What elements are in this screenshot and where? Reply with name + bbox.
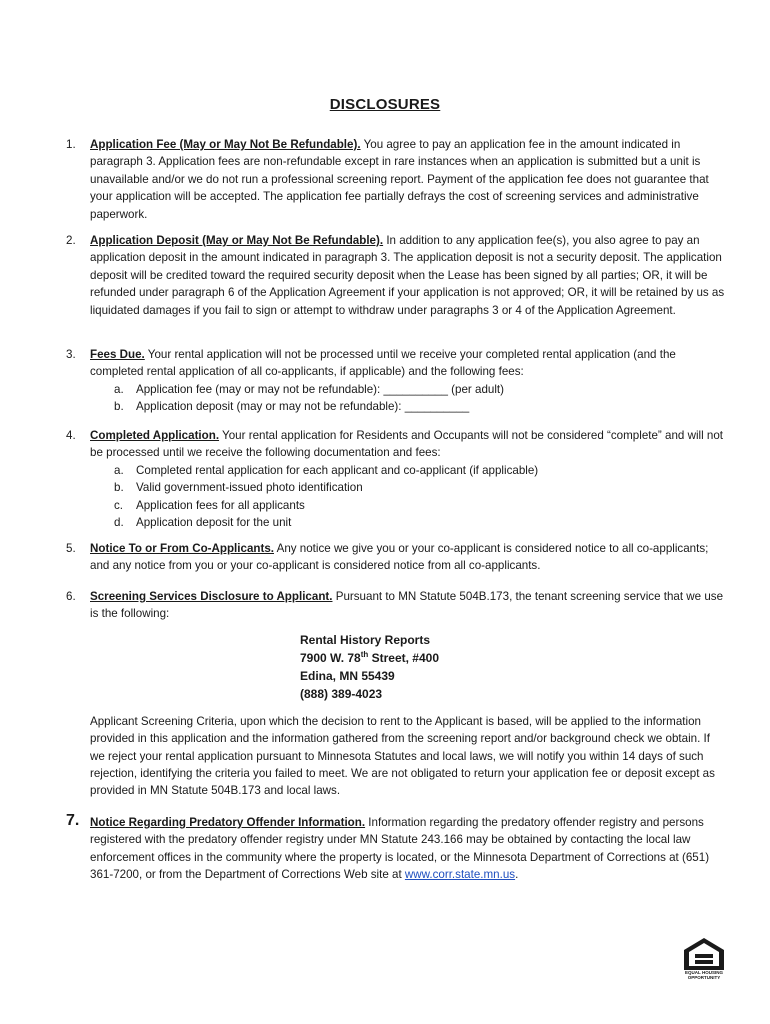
sub-item-text: Completed rental application for each applicant and co-applicant (if applicable) [136, 463, 539, 477]
equal-housing-logo-text [676, 970, 732, 980]
item-number: 6. [66, 590, 76, 603]
sub-list-item [114, 514, 726, 531]
item-text: Pursuant to MN Statute 504B.173, the tenant screening service that we use is the following: [90, 590, 724, 621]
item-text: Any notice we give you or your co-applicant is considered notice to all co-applicants; and any notice from you or your co-applicant is considered notice from all co-applicants. [90, 542, 709, 573]
sub-item-text: Application fee (may or may not be refundable): __________ (per adult) [136, 382, 505, 396]
sub-item-text: Application deposit (may or may not be refundable): __________ [136, 400, 470, 414]
item-number: 3. [66, 348, 76, 361]
item-tail: . [515, 868, 519, 882]
item-text: Your rental application will not be processed until we receive your completed rental application (and the completed rental application of all co-applicants, if applicable) and the following fees: [90, 348, 676, 379]
screening-service-address [300, 631, 726, 703]
sub-item-letter: a. [114, 463, 124, 477]
item-heading: Screening Services Disclosure to Applicant. [90, 590, 333, 603]
item-heading: Application Fee (May or May Not Be Refundable). [90, 138, 361, 151]
item-heading: Notice To or From Co-Applicants. [90, 542, 274, 555]
sub-item-text: Valid government-issued photo identification [136, 481, 363, 495]
sub-list-item [114, 497, 726, 514]
sub-item-letter: d. [114, 516, 124, 530]
item-text: In addition to any application fee(s), you also agree to pay an application deposit in the amount indicated in paragraph 3. The application deposit is not a security deposit. The application deposit will be credited toward the required security deposit when the Lease has been signed by all parties; OR, it will be refunded under paragraph 6 of the Application Agreement if your application is not approved; OR, it will be retained by us as liquidated damages if you fail to sign or attempt to withdraw under paragraphs 3 or 4 of the Application Agreement. [90, 234, 725, 317]
corrections-website-link[interactable]: www.corr.state.mn.us [404, 868, 516, 882]
disclosure-item-1 [66, 136, 726, 223]
city-state-zip: Edina, MN 55439 [300, 668, 395, 683]
street-suffix: th [360, 649, 369, 659]
item-text: Your rental application for Residents and Occupants will not be considered “complete” and will not be processed until we receive the following documentation and fees: [90, 429, 724, 460]
logo-line-2: OPPORTUNITY [687, 975, 721, 980]
item-text: Information regarding the predatory offender registry and persons registered with the predatory offender registry under MN Statute 243.166 may be obtained by contacting the local law enforcement offices in the community where the property is located, or the Minnesota Department of Corrections at (651) 361-7200, or from the Department of Corrections Web site at [90, 816, 710, 882]
sub-item-text: Application fees for all applicants [136, 498, 305, 512]
street-number: 7900 W. 78 [300, 650, 361, 665]
disclosure-item-2 [66, 232, 726, 319]
item-number: 2. [66, 234, 76, 247]
page-title: DISCLOSURES [329, 96, 441, 113]
disclosure-item-3 [66, 346, 726, 416]
disclosure-item-7 [66, 814, 726, 884]
phone-number: (888) 389-4023 [300, 686, 383, 701]
item-heading: Fees Due. [90, 348, 145, 361]
sub-item-letter: b. [114, 400, 124, 414]
sub-list-item [114, 462, 726, 479]
logo-line-1: EQUAL HOUSING [685, 970, 723, 975]
item-heading: Completed Application. [90, 429, 220, 442]
disclosure-item-5 [66, 540, 726, 575]
item-heading: Application Deposit (May or May Not Be Refundable). [90, 234, 384, 247]
sub-list [114, 462, 726, 532]
sub-list [114, 381, 726, 416]
sub-item-letter: b. [114, 481, 124, 495]
item-number: 7. [66, 812, 80, 829]
sub-item-letter: c. [114, 498, 124, 512]
screening-criteria-paragraph: Applicant Screening Criteria, upon which the decision to rent to the Applicant is based, will be applied to the information provided in this application and the information gathered from the screening report and/or background check we obtain. If we reject your rental application pursuant to Minnesota Statutes and local laws, we will notify you within 14 days of such rejection, identifying the criteria you failed to meet. We are not obligated to return your application fee or deposit except as provided in MN Statute 504B.173 and local laws. [90, 714, 715, 798]
company-name: Rental History Reports [300, 632, 431, 647]
street-address [300, 649, 726, 667]
item-number: 5. [66, 542, 76, 555]
sub-item-text: Application deposit for the unit [136, 516, 292, 530]
street-name: Street, #400 [368, 650, 439, 665]
sub-list-item [114, 398, 726, 415]
disclosure-item-6 [66, 588, 726, 800]
disclosure-item-4 [66, 427, 726, 531]
item-text: You agree to pay an application fee in the amount indicated in paragraph 3. Application fees are non-refundable except in rare instances when an application is submitted but a unit is unavailable and/or we do not run a professional screening report. Payment of the application fee does not guarantee that your application will be accepted. The application fee partially defrays the cost of screening services and administrative paperwork. [90, 138, 709, 221]
item-number: 4. [66, 429, 76, 442]
item-number: 1. [66, 138, 76, 151]
item-heading: Notice Regarding Predatory Offender Information. [90, 816, 366, 829]
sub-list-item [114, 381, 726, 398]
sub-item-letter: a. [114, 382, 124, 396]
sub-list-item [114, 479, 726, 496]
